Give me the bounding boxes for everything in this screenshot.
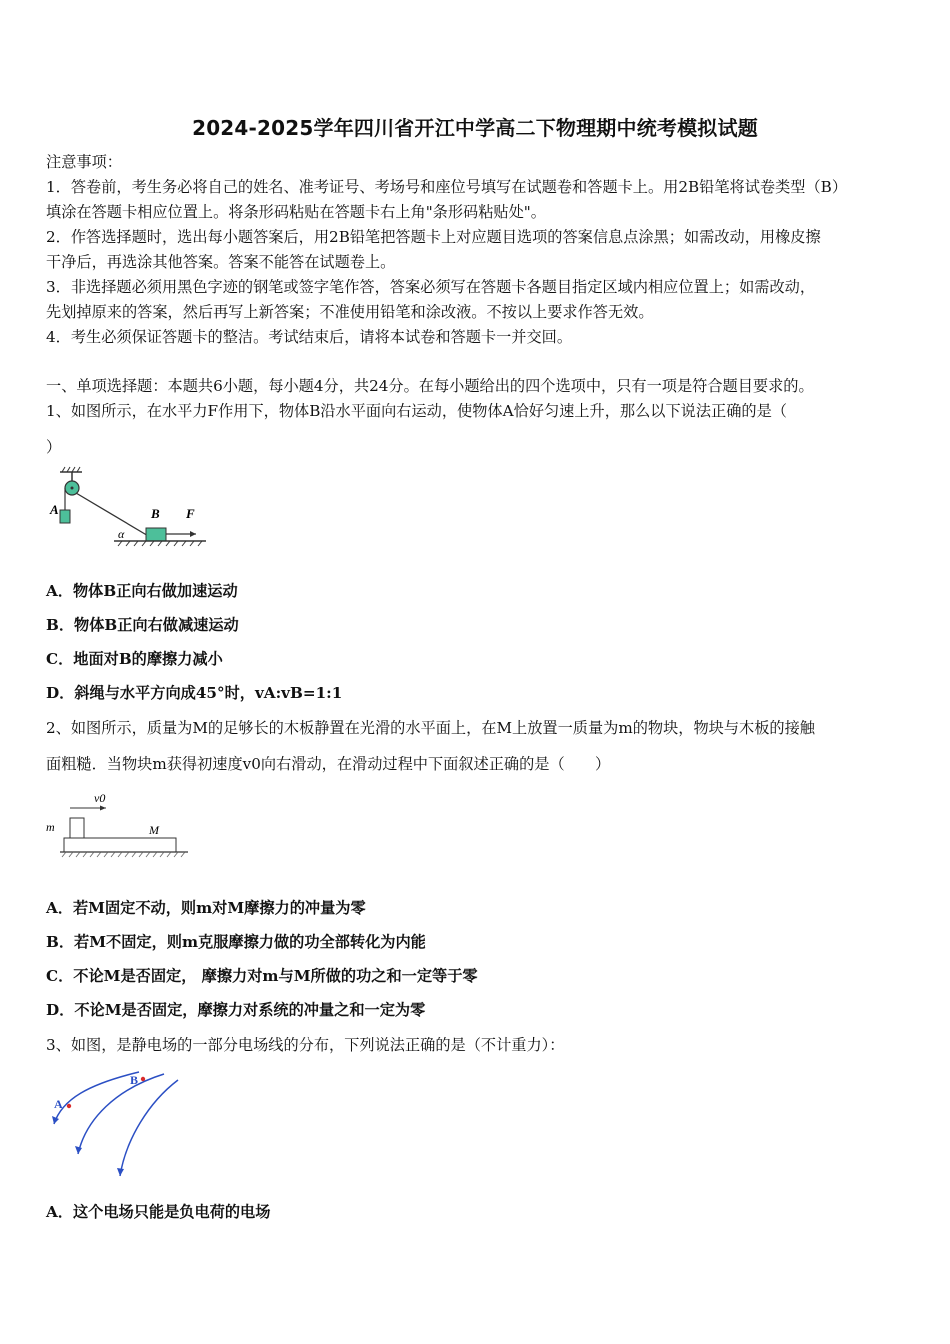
board-label: M — [149, 823, 159, 837]
question-3-option-a: A．这个电场只能是负电荷的电场 — [46, 1203, 271, 1221]
notice-line: 2．作答选择题时，选出每小题答案后，用2B铅笔把答题卡上对应题目选项的答案信息点涂黑；如需改动，用橡皮擦 — [46, 228, 821, 246]
question-2-option-c: C．不论M是否固定， 摩擦力对m与M所做的功之和一定等于零 — [46, 967, 478, 985]
block-b-label: B — [151, 506, 160, 521]
electric-field-diagram — [44, 1064, 194, 1184]
force-f-label: F — [186, 506, 195, 521]
notice-line: 3．非选择题必须用黑色字迹的钢笔或签字笔作答，答案必须写在答题卡各题目指定区域内相应位置上；如需改动， — [46, 278, 816, 296]
question-2-stem-end: 面粗糙．当物块m获得初速度v0向右滑动，在滑动过程中下面叙述正确的是（ ） — [46, 755, 611, 773]
point-b — [141, 1077, 145, 1081]
notice-line: 先划掉原来的答案，然后再写上新答案；不准使用铅笔和涂改液。不按以上要求作答无效。 — [46, 303, 654, 321]
notice-heading: 注意事项： — [46, 153, 122, 171]
board — [64, 838, 176, 852]
point-a — [67, 1104, 71, 1108]
question-2-option-b: B．若M不固定，则m克服摩擦力做的功全部转化为内能 — [46, 933, 426, 951]
notice-line: 填涂在答题卡相应位置上。将条形码粘贴在答题卡右上角"条形码粘贴处"。 — [46, 203, 546, 221]
notice-line: 干净后，再选涂其他答案。答案不能答在试题卷上。 — [46, 253, 396, 271]
notice-line: 1．答卷前，考生务必将自己的姓名、准考证号、考场号和座位号填写在试题卷和答题卡上。用2B铅笔将试卷类型（B） — [46, 178, 848, 196]
question-1-option-a: A．物体B正向右做加速运动 — [46, 582, 238, 600]
question-2-option-a: A．若M固定不动，则m对M摩擦力的冲量为零 — [46, 899, 366, 917]
question-1-stem-end: ） — [46, 438, 62, 456]
angle-label: α — [118, 527, 125, 541]
board-diagram — [44, 785, 192, 863]
block-a — [60, 510, 70, 523]
notice-line: 4．考生必须保证答题卡的整洁。考试结束后，请将本试卷和答题卡一并交回。 — [46, 328, 573, 346]
question-1-option-c: C．地面对B的摩擦力减小 — [46, 650, 223, 668]
pulley-diagram — [46, 466, 211, 551]
block-b — [146, 528, 166, 541]
question-1-stem: 1、如图所示，在水平力F作用下，物体B沿水平面向右运动，使物体A恰好匀速上升，那么以下说法正确的是（ — [46, 402, 787, 420]
question-1-option-d: D．斜绳与水平方向成45°时，vA:vB=1:1 — [46, 684, 343, 702]
block-m-label: m — [46, 820, 55, 834]
point-b-label: B — [130, 1073, 139, 1087]
block-m — [70, 818, 84, 838]
question-3-stem: 3、如图，是静电场的一部分电场线的分布，下列说法正确的是（不计重力）： — [46, 1036, 565, 1054]
question-1-option-b: B．物体B正向右做减速运动 — [46, 616, 239, 634]
page-title: 2024-2025学年四川省开江中学高二下物理期中统考模拟试题 — [192, 116, 758, 140]
point-a-label: A — [54, 1097, 63, 1111]
block-a-label: A — [50, 502, 59, 517]
question-2-stem: 2、如图所示，质量为M的足够长的木板静置在光滑的水平面上，在M上放置一质量为m的物块，物块与木板的接触 — [46, 719, 815, 737]
velocity-label: v0 — [94, 791, 106, 805]
question-2-option-d: D．不论M是否固定，摩擦力对系统的冲量之和一定为零 — [46, 1001, 426, 1019]
section-heading: 一、单项选择题：本题共6小题，每小题4分，共24分。在每小题给出的四个选项中，只有一项是符合题目要求的。 — [46, 377, 814, 395]
